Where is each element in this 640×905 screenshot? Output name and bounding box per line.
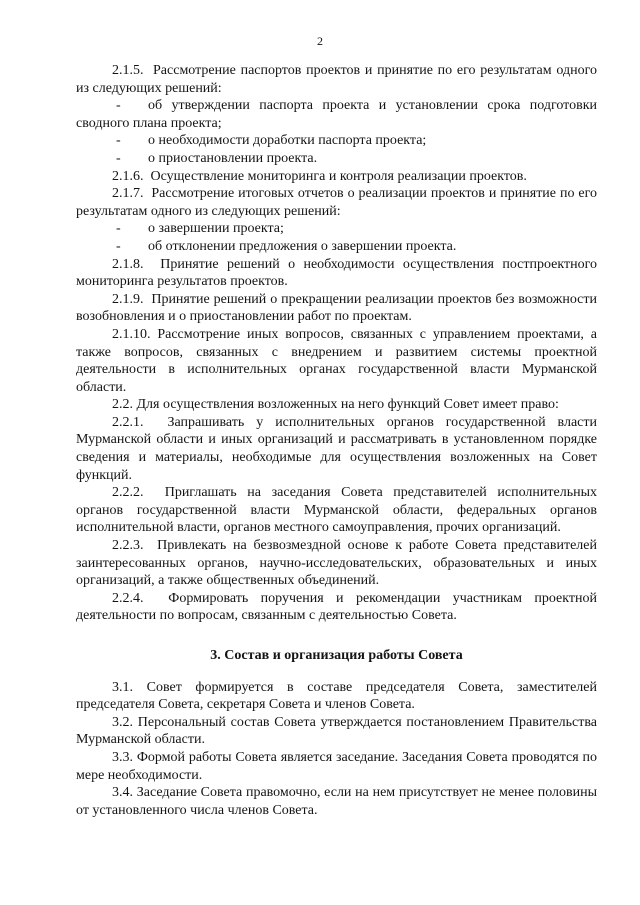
clause-2-1-6: 2.1.6. Осуществление мониторинга и контроля реализации проектов.: [112, 168, 527, 184]
clause-3-2: 3.2. Персональный состав Совета утверждается постановлением Правительства Мурманской области.: [76, 714, 597, 748]
clause-2-2-2: 2.2.2. Приглашать на заседания Совета представителей исполнительных органов государственной власти Мурманской области, федеральных органов исполнительной власти, органов местного самоуправления, прочих организаций.: [76, 485, 597, 536]
dash-marker: -: [116, 150, 121, 166]
clause-2-1-7: 2.1.7. Рассмотрение итоговых отчетов о реализации проектов и принятие по его результатам одного из следующих решений:: [76, 186, 597, 219]
list-item-text: о приостановлении проекта.: [148, 150, 318, 166]
dash-marker: -: [116, 133, 121, 149]
dash-marker: -: [116, 98, 121, 114]
list-item: [76, 150, 597, 168]
list-item-text: о необходимости доработки паспорта проекта;: [148, 133, 427, 149]
clause-2-2-4: 2.2.4. Формировать поручения и рекомендации участникам проектной деятельности по вопросам, связанным с деятельностью Совета.: [76, 590, 597, 624]
document-body: [76, 62, 597, 819]
list-item: [76, 220, 597, 238]
list-item: [76, 132, 597, 150]
clause-2-2-1: 2.2.1. Запрашивать у исполнительных органов государственной власти Мурманской области и иных организаций и рассматривать в установленном порядке сведения и материалы, необходимые для осуществления возложенных на Совет функций.: [76, 414, 597, 483]
dash-marker: -: [116, 238, 121, 254]
clause-2-1-10: 2.1.10. Рассмотрение иных вопросов, связанных с управлением проектами, а также вопросов, связанных с внедрением и развитием системы проектной деятельности в исполнительных органах государственной власти Мурманской области.: [76, 326, 597, 395]
list-item-text: об отклонении предложения о завершении проекта.: [148, 238, 457, 254]
clause-3-1: 3.1. Совет формируется в составе председателя Совета, заместителей председателя Совета, секретаря Совета и членов Совета.: [76, 679, 597, 713]
clause-2-2: 2.2. Для осуществления возложенных на него функций Совет имеет право:: [112, 397, 559, 413]
list-item: [76, 238, 597, 256]
clause-2-1-8: 2.1.8. Принятие решений о необходимости осуществления постпроектного мониторинга результатов проектов.: [76, 256, 597, 290]
clause-3-3: 3.3. Формой работы Совета является заседание. Заседания Совета проводятся по мере необходимости.: [76, 749, 597, 783]
clause-2-1-9: 2.1.9. Принятие решений о прекращении реализации проектов без возможности возобновления и о приостановлении работ по проектам.: [76, 291, 597, 325]
list-item: [76, 97, 597, 132]
section-heading: 3. Состав и организация работы Совета: [210, 648, 463, 663]
list-item-text: об утверждении паспорта проекта и установлении срока подготовки сводного плана проекта;: [76, 98, 597, 131]
clause-3-4: 3.4. Заседание Совета правомочно, если на нем присутствует не менее половины от установленного числа членов Совета.: [76, 785, 597, 818]
clause-2-1-5: 2.1.5. Рассмотрение паспортов проектов и принятие по его результатам одного из следующих решений:: [76, 63, 597, 96]
dash-marker: -: [116, 221, 121, 237]
page-number: 2: [317, 34, 323, 48]
list-item-text: о завершении проекта;: [148, 221, 284, 237]
clause-2-2-3: 2.2.3. Привлекать на безвозмездной основе к работе Совета представителей заинтересованных органов, научно-исследовательских, образовательных и иных организаций, а также общественных объединений.: [76, 538, 597, 589]
